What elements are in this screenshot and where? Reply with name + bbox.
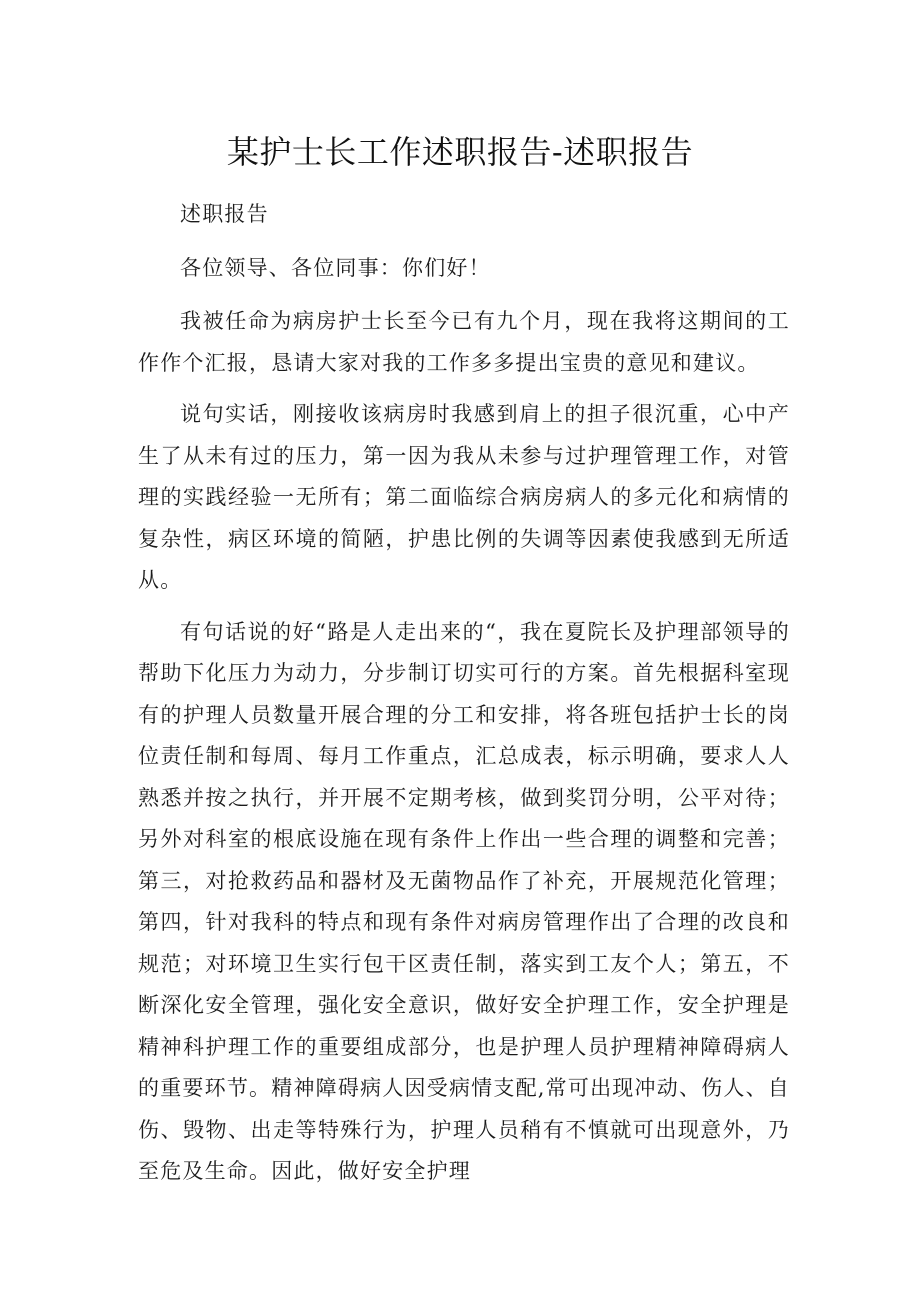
paragraph-challenges: 说句实话，刚接收该病房时我感到肩上的担子很沉重，心中产生了从未有过的压力，第一因为我从未参与过护理管理工作，对管理的实践经验一无所有；第二面临综合病房病人的多元化和病情的复杂性，病区环境的简陋，护患比例的失调等因素使我感到无所适从。 xyxy=(138,402,790,592)
document-body xyxy=(138,194,790,1203)
paragraph-heading: 述职报告 xyxy=(180,202,269,226)
document-title: 某护士长工作述职报告-述职报告 xyxy=(226,133,694,171)
paragraph-measures: 有句话说的好“路是人走出来的“，我在夏院长及护理部领导的帮助下化压力为动力，分步制订切实可行的方案。首先根据科室现有的护理人员数量开展合理的分工和安排，将各班包括护士长的岗位责任制和每周、每月工作重点，汇总成表，标示明确，要求人人熟悉并按之执行，并开展不定期考核，做到奖罚分明，公平对待；另外对科室的根底设施在现有条件上作出一些合理的调整和完善；第三，对抢救药品和器材及无菌物品作了补充，开展规范化管理；第四，针对我科的特点和现有条件对病房管理作出了合理的改良和规范；对环境卫生实行包干区责任制，落实到工友个人；第五，不断深化安全管理，强化安全意识，做好安全护理工作，安全护理是精神科护理工作的重要组成部分，也是护理人员护理精神障碍病人的重要环节。精神障碍病人因受病情支配,常可出现冲动、伤人、自伤、毁物、出走等特殊行为，护理人员稍有不慎就可出现意外，乃至危及生命。因此，做好安全护理 xyxy=(138,619,790,1183)
paragraph-greeting: 各位领导、各位同事：你们好！ xyxy=(180,255,491,280)
paragraph-intro: 我被任命为病房护士长至今已有九个月，现在我将这期间的工作作个汇报，恳请大家对我的工作多多提出宝贵的意见和建议。 xyxy=(138,309,790,375)
